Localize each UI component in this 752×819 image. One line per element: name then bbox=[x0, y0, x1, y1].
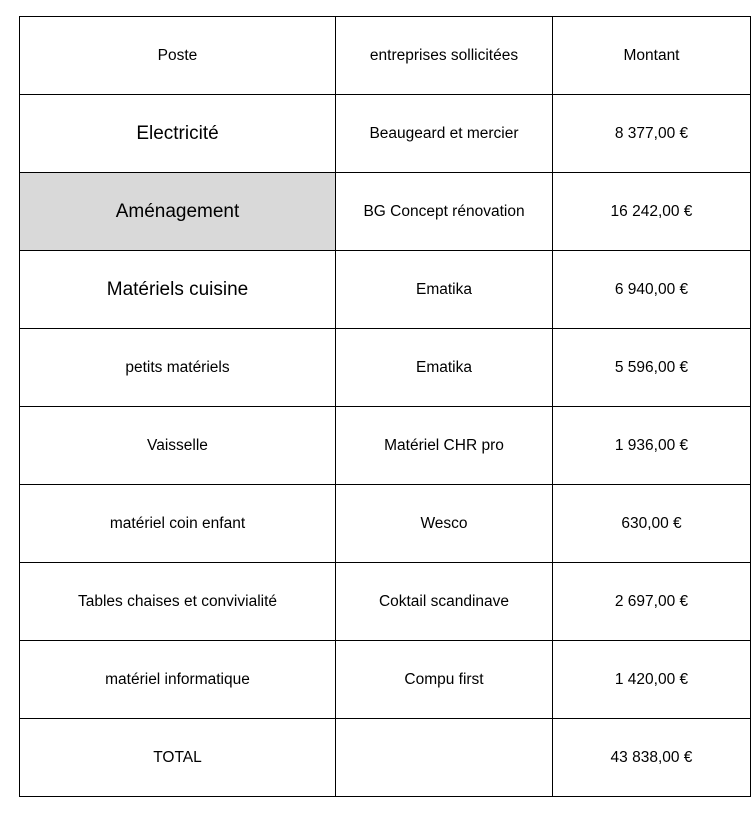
table-row bbox=[20, 251, 751, 329]
budget-table bbox=[19, 16, 751, 797]
entreprise-cell: Wesco bbox=[336, 485, 553, 563]
montant-cell: 2 697,00 € bbox=[553, 563, 751, 641]
total-montant: 43 838,00 € bbox=[553, 719, 751, 797]
total-entreprise-cell bbox=[336, 719, 553, 797]
montant-cell: 16 242,00 € bbox=[553, 173, 751, 251]
poste-cell: Matériels cuisine bbox=[20, 251, 336, 329]
montant-cell: 5 596,00 € bbox=[553, 329, 751, 407]
header-entreprises: entreprises sollicitées bbox=[336, 17, 553, 95]
entreprise-cell: BG Concept rénovation bbox=[336, 173, 553, 251]
total-label: TOTAL bbox=[20, 719, 336, 797]
entreprise-cell: Matériel CHR pro bbox=[336, 407, 553, 485]
montant-cell: 6 940,00 € bbox=[553, 251, 751, 329]
header-montant: Montant bbox=[553, 17, 751, 95]
poste-cell: Tables chaises et convivialité bbox=[20, 563, 336, 641]
total-row bbox=[20, 719, 751, 797]
montant-cell: 1 936,00 € bbox=[553, 407, 751, 485]
table-row bbox=[20, 95, 751, 173]
poste-cell: matériel informatique bbox=[20, 641, 336, 719]
montant-cell: 630,00 € bbox=[553, 485, 751, 563]
entreprise-cell: Ematika bbox=[336, 251, 553, 329]
table-row bbox=[20, 563, 751, 641]
poste-cell: Vaisselle bbox=[20, 407, 336, 485]
montant-cell: 8 377,00 € bbox=[553, 95, 751, 173]
poste-cell: Aménagement bbox=[20, 173, 336, 251]
table-row bbox=[20, 641, 751, 719]
table-row bbox=[20, 329, 751, 407]
entreprise-cell: Coktail scandinave bbox=[336, 563, 553, 641]
table-row bbox=[20, 173, 751, 251]
montant-cell: 1 420,00 € bbox=[553, 641, 751, 719]
header-poste: Poste bbox=[20, 17, 336, 95]
entreprise-cell: Beaugeard et mercier bbox=[336, 95, 553, 173]
poste-cell: matériel coin enfant bbox=[20, 485, 336, 563]
table-row bbox=[20, 485, 751, 563]
entreprise-cell: Compu first bbox=[336, 641, 553, 719]
header-row bbox=[20, 17, 751, 95]
table-row bbox=[20, 407, 751, 485]
entreprise-cell: Ematika bbox=[336, 329, 553, 407]
poste-cell: Electricité bbox=[20, 95, 336, 173]
poste-cell: petits matériels bbox=[20, 329, 336, 407]
